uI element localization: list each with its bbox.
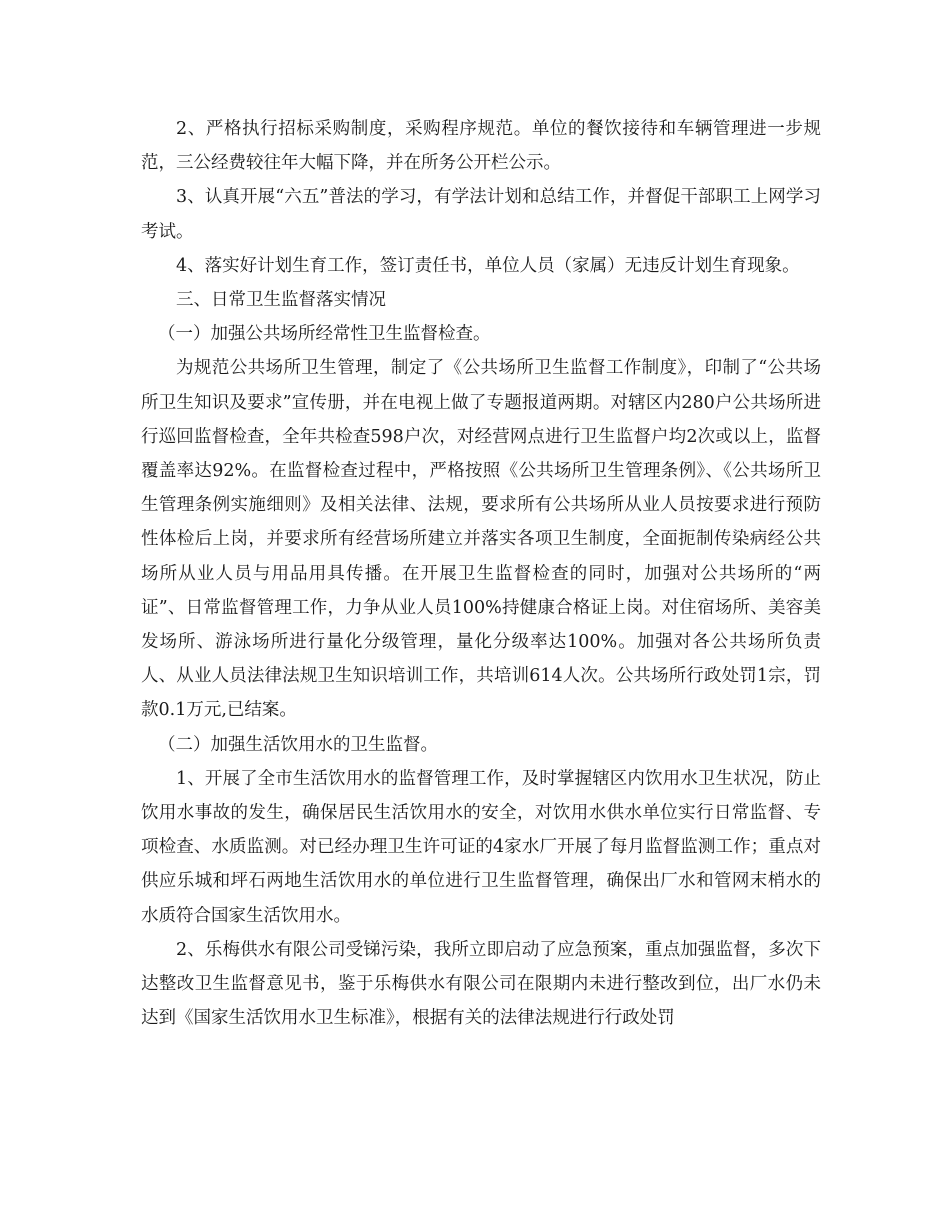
paragraph-public-places: 为规范公共场所卫生管理，制定了《公共场所卫生监督工作制度》，印制了“公共场所卫生知识及要求”宣传册，并在电视上做了专题报道两期。对辖区内280户公共场所进行巡回监督检查，全年共检查598户次，对经营网点进行卫生监督户均2次或以上，监督覆盖率达92%。在监督检查过程中，严格按照《公共场所卫生管理条例》、《公共场所卫生管理条例实施细则》及相关法律、法规，要求所有公共场所从业人员按要求进行预防性体检后上岗，并要求所有经营场所建立并落实各项卫生制度，全面扼制传染病经公共场所从业人员与用品用具传播。在开展卫生监督检查的同时，加强对公共场所的“两证”、日常监督管理工作，力争从业人员100%持健康合格证上岗。对住宿场所、美容美发场所、游泳场所进行量化分级管理，量化分级率达100%。加强对各公共场所负责人、从业人员法律法规卫生知识培训工作，共培训614人次。公共场所行政处罚1宗，罚款0.1万元,已结案。: [141, 358, 821, 721]
paragraph-drinking-water-management: 1、开展了全市生活饮用水的监督管理工作，及时掌握辖区内饮用水卫生状况，防止饮用水事故的发生，确保居民生活饮用水的安全，对饮用水供水单位实行日常监督、专项检查、水质监测。对已经办理卫生许可证的4家水厂开展了每月监督监测工作；重点对供应乐城和坪石两地生活饮用水的单位进行卫生监督管理，确保出厂水和管网末梢水的水质符合国家生活饮用水。: [141, 768, 821, 926]
paragraph-family-planning: 4、落实好计划生育工作，签订责任书，单位人员（家属）无违反计划生育现象。: [176, 255, 800, 276]
subsection-heading-public-places: （一）加强公共场所经常性卫生监督检查。: [158, 324, 491, 345]
paragraph-legal-education: 3、认真开展“六五”普法的学习，有学法计划和总结工作，并督促干部职工上网学习考试。: [141, 187, 821, 242]
paragraph-procurement: 2、严格执行招标采购制度，采购程序规范。单位的餐饮接待和车辆管理进一步规范，三公经费较往年大幅下降，并在所务公开栏公示。: [141, 119, 821, 174]
section-heading-daily-supervision: 三、日常卫生监督落实情况: [176, 290, 386, 311]
document-page: [141, 112, 821, 1035]
paragraph-antimony-pollution: 2、乐梅供水有限公司受锑污染，我所立即启动了应急预案，重点加强监督，多次下达整改卫生监督意见书，鉴于乐梅供水有限公司在限期内未进行整改到位，出厂水仍未达到《国家生活饮用水卫生标准》，根据有关的法律法规进行行政处罚: [141, 939, 821, 1029]
subsection-heading-drinking-water: （二）加强生活饮用水的卫生监督。: [158, 734, 438, 755]
